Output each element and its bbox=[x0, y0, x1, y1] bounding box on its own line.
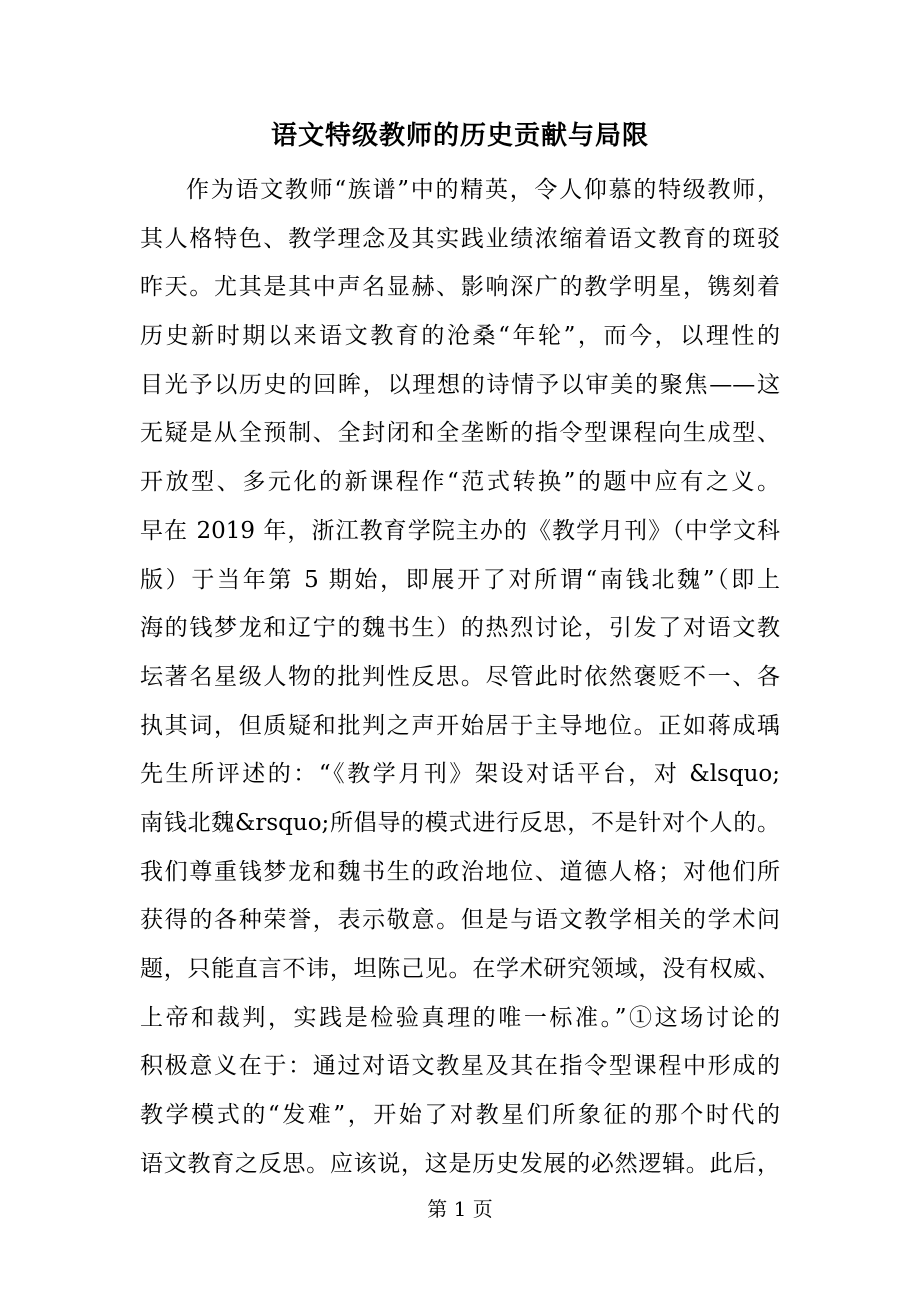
text-line: 昨天。尤其是其中声名显赫、影响深广的教学明星，镌刻着 bbox=[140, 274, 780, 301]
text-line: 南钱北魏&rsquo;所倡导的模式进行反思，不是针对个人的。 bbox=[140, 809, 780, 836]
text-line: 获得的各种荣誉，表示敬意。但是与语文教学相关的学术问 bbox=[140, 907, 780, 934]
text-line: 教学模式的“发难”，开始了对教星们所象征的那个时代的 bbox=[140, 1102, 780, 1129]
text-line: 语文教育之反思。应该说，这是历史发展的必然逻辑。此后， bbox=[140, 1150, 780, 1177]
text-line: 执其词，但质疑和批判之声开始居于主导地位。正如蒋成瑀 bbox=[140, 712, 780, 739]
text-line: 其人格特色、教学理念及其实践业绩浓缩着语文教育的斑驳 bbox=[140, 225, 780, 252]
text-line: 无疑是从全预制、全封闭和全垄断的指令型课程向生成型、 bbox=[140, 420, 780, 447]
text-line: 先生所评述的：“《教学月刊》架设对话平台，对 &lsquo; bbox=[140, 761, 780, 788]
text-line: 海的钱梦龙和辽宁的魏书生）的热烈讨论，引发了对语文教 bbox=[140, 615, 780, 642]
text-line: 坛著名星级人物的批判性反思。尽管此时依然褒贬不一、各 bbox=[140, 663, 780, 690]
text-line: 作为语文教师“族谱”中的精英，令人仰慕的特级教师， bbox=[186, 177, 780, 203]
text-line: 历史新时期以来语文教育的沧桑“年轮”，而今，以理性的 bbox=[140, 323, 780, 350]
text-line: 开放型、多元化的新课程作“范式转换”的题中应有之义。 bbox=[140, 469, 780, 496]
body-paragraph bbox=[140, 166, 780, 1188]
text-line: 题，只能直言不讳，坦陈己见。在学术研究领域，没有权威、 bbox=[140, 956, 780, 982]
text-line: 版）于当年第 5 期始，即展开了对所谓“南钱北魏”（即上 bbox=[140, 566, 780, 593]
text-line: 上帝和裁判，实践是检验真理的唯一标准。”①这场讨论的 bbox=[140, 1004, 780, 1031]
text-line: 目光予以历史的回眸，以理想的诗情予以审美的聚焦——这 bbox=[140, 371, 780, 398]
text-line: 积极意义在于：通过对语文教星及其在指令型课程中形成的 bbox=[140, 1053, 780, 1080]
page-number: 第 1 页 bbox=[427, 1197, 493, 1221]
text-line: 我们尊重钱梦龙和魏书生的政治地位、道德人格；对他们所 bbox=[140, 858, 780, 885]
document-title: 语文特级教师的历史贡献与局限 bbox=[270, 121, 649, 151]
text-line: 早在 2019 年，浙江教育学院主办的《教学月刊》（中学文科 bbox=[140, 517, 780, 544]
